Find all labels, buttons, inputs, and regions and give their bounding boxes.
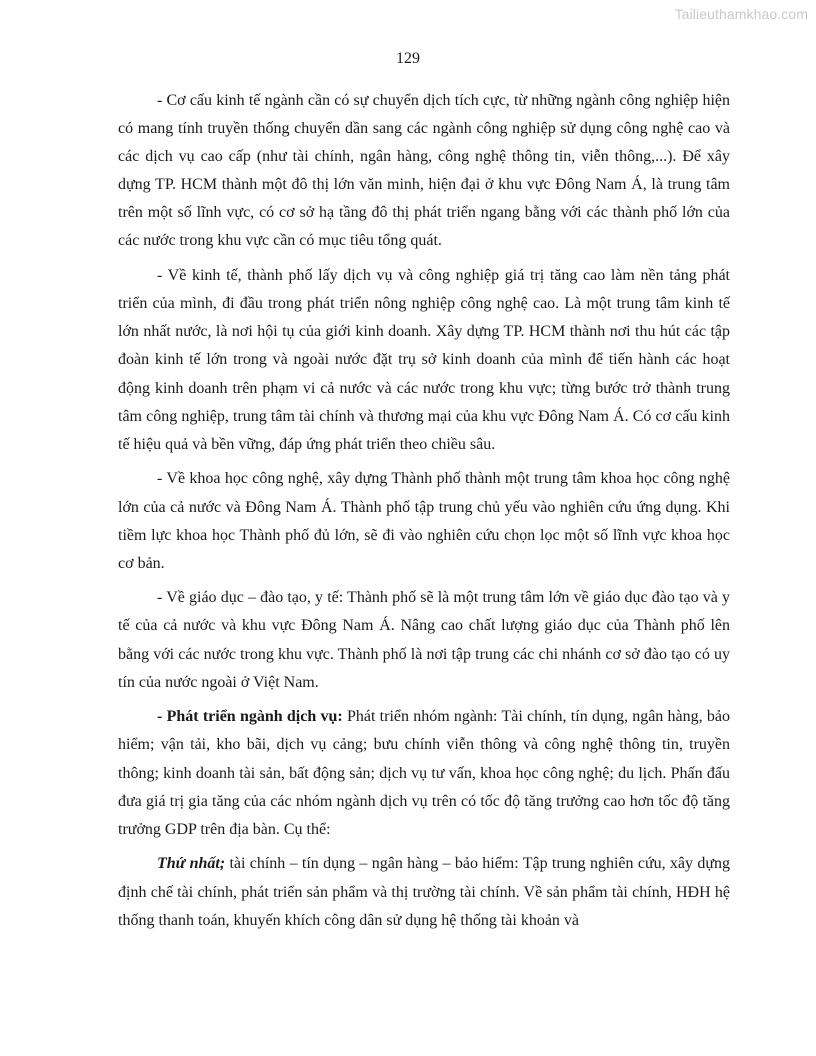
section-heading: - Phát triển ngành dịch vụ: <box>157 708 343 726</box>
document-body <box>118 87 730 941</box>
page-number: 129 <box>396 50 420 67</box>
paragraph-text: - Về kinh tế, thành phố lấy dịch vụ và công nghiệp giá trị tăng cao làm nền tảng phát triển của mình, đi đầu trong phát triển nông nghiệp công nghệ cao. Là một trung tâm kinh tế lớn nhất nước, là nơi hội tụ của giới kinh doanh. Xây dựng TP. HCM thành nơi thu hút các tập đoàn kinh tế lớn trong và ngoài nước đặt trụ sở kinh doanh của mình để tiến hành các hoạt động kinh doanh trên phạm vi cả nước và các nước trong khu vực; từng bước trở thành trung tâm công nghiệp, trung tâm tài chính và thương mại của khu vực Đông Nam Á. Có cơ cấu kinh tế hiệu quả và bền vững, đáp ứng phát triển theo chiều sâu. <box>118 267 730 453</box>
paragraph-economic-structure <box>118 87 730 256</box>
paragraph-text: - Về giáo dục – đào tạo, y tế: Thành phố sẽ là một trung tâm lớn về giáo dục đào tạo và y tế của cả nước và khu vực Đông Nam Á. Nâng cao chất lượng giáo dục của Thành phố lên bằng với các nước trong khu vực. Thành phố là nơi tập trung các chi nhánh cơ sở đào tạo có uy tín của nước ngoài ở Việt Nam. <box>118 589 730 691</box>
paragraph-education-health <box>118 584 730 696</box>
paragraph-service-development <box>118 703 730 843</box>
paragraph-economy <box>118 262 730 459</box>
paragraph-first-point <box>118 850 730 934</box>
paragraph-science-technology <box>118 465 730 577</box>
point-label: Thứ nhất; <box>157 855 226 873</box>
paragraph-text: - Về khoa học công nghệ, xây dựng Thành phố thành một trung tâm khoa học công nghệ lớn của cả nước và Đông Nam Á. Thành phố tập trung chủ yếu vào nghiên cứu ứng dụng. Khi tiềm lực khoa học Thành phố đủ lớn, sẽ đi vào nghiên cứu chọn lọc một số lĩnh vực khoa học cơ bản. <box>118 470 730 572</box>
watermark: Tailieuthamkhao.com <box>674 6 808 22</box>
paragraph-text: Phát triển nhóm ngành: Tài chính, tín dụng, ngân hàng, bảo hiểm; vận tải, kho bãi, dịch vụ cảng; bưu chính viễn thông và công nghệ thông tin, truyền thông; kinh doanh tài sản, bất động sản; dịch vụ tư vấn, khoa học công nghệ; du lịch. Phấn đấu đưa giá trị gia tăng của các nhóm ngành dịch vụ trên có tốc độ tăng trưởng cao hơn tốc độ tăng trưởng GDP trên địa bàn. Cụ thể: <box>118 708 730 838</box>
paragraph-text: tài chính – tín dụng – ngân hàng – bảo hiểm: Tập trung nghiên cứu, xây dựng định chế tài chính, phát triển sản phẩm và thị trường tài chính. Về sản phẩm tài chính, HĐH hệ thống thanh toán, khuyến khích công dân sử dụng hệ thống tài khoản và <box>118 855 731 929</box>
paragraph-text: - Cơ cấu kinh tế ngành cần có sự chuyển dịch tích cực, từ những ngành công nghiệp hiện có mang tính truyền thống chuyển dần sang các ngành công nghiệp sử dụng công nghệ cao và các dịch vụ cao cấp (như tài chính, ngân hàng, công nghệ thông tin, viễn thông,...). Để xây dựng TP. HCM thành một đô thị lớn văn minh, hiện đại ở khu vực Đông Nam Á, là trung tâm trên một số lĩnh vực, có cơ sở hạ tầng đô thị phát triển ngang bằng với các thành phố lớn của các nước trong khu vực cần có mục tiêu tổng quát. <box>118 92 730 250</box>
